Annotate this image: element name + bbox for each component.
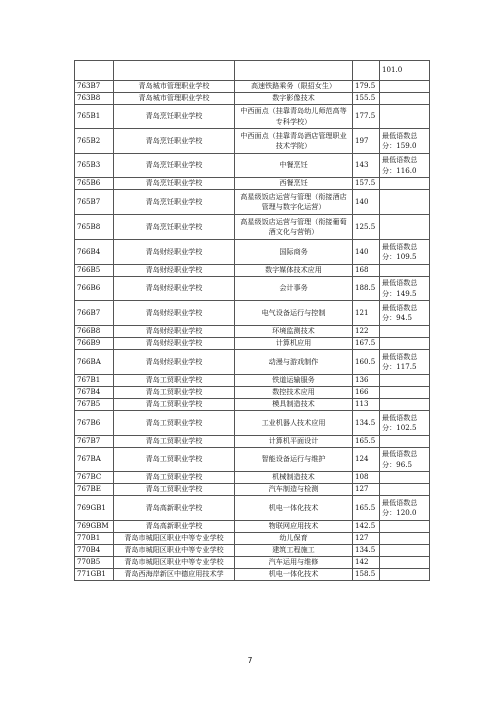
min-score-cell: 108 bbox=[353, 472, 380, 484]
school-name-cell: 青岛烹饪职业学校 bbox=[114, 190, 235, 215]
note-cell bbox=[380, 265, 430, 277]
note-cell: 最低语数总分：117.5 bbox=[380, 350, 430, 375]
program-code-cell: 767B4 bbox=[75, 387, 114, 399]
note-cell: 101.0 bbox=[380, 61, 430, 81]
note-cell bbox=[380, 338, 430, 350]
table-body bbox=[75, 61, 430, 581]
min-score-cell: 140 bbox=[353, 240, 380, 265]
major-name-cell: 高星级饭店运营与管理（衔接酒店管理与数字化运营） bbox=[235, 190, 353, 215]
major-name-cell: 动漫与游戏制作 bbox=[235, 350, 353, 375]
table-row bbox=[75, 154, 430, 178]
program-code-cell: 765B8 bbox=[75, 215, 114, 240]
program-code-cell: 770B4 bbox=[75, 545, 114, 557]
table-row bbox=[75, 61, 430, 81]
program-code-cell: 771GB1 bbox=[75, 569, 114, 581]
program-code-cell: 766B9 bbox=[75, 338, 114, 350]
major-name-cell: 中西面点（挂靠青岛酒店管理职业技术学院） bbox=[235, 129, 353, 154]
school-name-cell: 青岛财经职业学校 bbox=[114, 301, 235, 326]
note-cell bbox=[380, 190, 430, 215]
major-name-cell: 计算机应用 bbox=[235, 338, 353, 350]
program-code-cell: 765B2 bbox=[75, 129, 114, 154]
program-code-cell: 767BA bbox=[75, 448, 114, 472]
program-code-cell: 763B7 bbox=[75, 81, 114, 93]
min-score-cell: 167.5 bbox=[353, 338, 380, 350]
table-row bbox=[75, 484, 430, 496]
min-score-cell: 166 bbox=[353, 387, 380, 399]
table-row bbox=[75, 338, 430, 350]
table-row bbox=[75, 277, 430, 301]
major-name-cell: 国际商务 bbox=[235, 240, 353, 265]
note-cell bbox=[380, 375, 430, 387]
min-score-cell: 127 bbox=[353, 484, 380, 496]
note-cell bbox=[380, 215, 430, 240]
table-row bbox=[75, 350, 430, 375]
school-name-cell: 青岛高新职业学校 bbox=[114, 496, 235, 521]
major-name-cell: 物联网应用技术 bbox=[235, 521, 353, 533]
school-name-cell: 青岛财经职业学校 bbox=[114, 350, 235, 375]
min-score-cell: 140 bbox=[353, 190, 380, 215]
note-cell bbox=[380, 81, 430, 93]
note-cell bbox=[380, 93, 430, 105]
table-row bbox=[75, 178, 430, 190]
major-name-cell: 幼儿保育 bbox=[235, 533, 353, 545]
program-code-cell bbox=[75, 61, 114, 81]
min-score-cell: 142 bbox=[353, 557, 380, 569]
program-code-cell: 766BA bbox=[75, 350, 114, 375]
min-score-cell: 143 bbox=[353, 154, 380, 178]
program-code-cell: 763B8 bbox=[75, 93, 114, 105]
program-code-cell: 767BE bbox=[75, 484, 114, 496]
table-row bbox=[75, 557, 430, 569]
school-name-cell: 青岛烹饪职业学校 bbox=[114, 215, 235, 240]
table-row bbox=[75, 81, 430, 93]
school-name-cell: 青岛财经职业学校 bbox=[114, 240, 235, 265]
major-name-cell: 中西面点（挂靠青岛幼儿师范高等专科学校） bbox=[235, 105, 353, 129]
major-name-cell: 数字影像技术 bbox=[235, 93, 353, 105]
program-code-cell: 767B5 bbox=[75, 399, 114, 411]
program-code-cell: 765B7 bbox=[75, 190, 114, 215]
min-score-cell: 124 bbox=[353, 448, 380, 472]
major-name-cell: 数字媒体技术应用 bbox=[235, 265, 353, 277]
min-score-cell: 165.5 bbox=[353, 496, 380, 521]
program-code-cell: 767B6 bbox=[75, 411, 114, 436]
table-row bbox=[75, 387, 430, 399]
school-name-cell: 青岛工贸职业学校 bbox=[114, 448, 235, 472]
note-cell bbox=[380, 545, 430, 557]
table-row bbox=[75, 448, 430, 472]
program-code-cell: 770B1 bbox=[75, 533, 114, 545]
school-name-cell: 青岛烹饪职业学校 bbox=[114, 129, 235, 154]
program-code-cell: 766B7 bbox=[75, 301, 114, 326]
major-name-cell: 模具制造技术 bbox=[235, 399, 353, 411]
note-cell: 最低语数总分：94.5 bbox=[380, 301, 430, 326]
school-name-cell bbox=[114, 61, 235, 81]
program-code-cell: 767B1 bbox=[75, 375, 114, 387]
table-row bbox=[75, 472, 430, 484]
program-code-cell: 765B3 bbox=[75, 154, 114, 178]
note-cell bbox=[380, 399, 430, 411]
table-row bbox=[75, 411, 430, 436]
note-cell: 最低语数总分：159.0 bbox=[380, 129, 430, 154]
min-score-cell: 125.5 bbox=[353, 215, 380, 240]
school-name-cell: 青岛财经职业学校 bbox=[114, 265, 235, 277]
min-score-cell: 142.5 bbox=[353, 521, 380, 533]
min-score-cell: 160.5 bbox=[353, 350, 380, 375]
school-name-cell: 青岛工贸职业学校 bbox=[114, 411, 235, 436]
program-code-cell: 767BC bbox=[75, 472, 114, 484]
min-score-cell: 155.5 bbox=[353, 93, 380, 105]
major-name-cell: 汽车制造与检测 bbox=[235, 484, 353, 496]
school-name-cell: 青岛烹饪职业学校 bbox=[114, 178, 235, 190]
table-row bbox=[75, 496, 430, 521]
note-cell bbox=[380, 472, 430, 484]
note-cell: 最低语数总分：96.5 bbox=[380, 448, 430, 472]
major-name-cell: 计算机平面设计 bbox=[235, 436, 353, 448]
major-name-cell: 机电一体化技术 bbox=[235, 496, 353, 521]
program-code-cell: 769GB1 bbox=[75, 496, 114, 521]
table-row bbox=[75, 569, 430, 581]
school-name-cell: 青岛城市管理职业学校 bbox=[114, 81, 235, 93]
program-code-cell: 765B1 bbox=[75, 105, 114, 129]
school-name-cell: 青岛工贸职业学校 bbox=[114, 472, 235, 484]
note-cell bbox=[380, 105, 430, 129]
table-row bbox=[75, 545, 430, 557]
program-code-cell: 766B8 bbox=[75, 326, 114, 338]
table-row bbox=[75, 129, 430, 154]
note-cell: 最低语数总分：116.0 bbox=[380, 154, 430, 178]
school-name-cell: 青岛工贸职业学校 bbox=[114, 436, 235, 448]
school-name-cell: 青岛西海岸新区中德应用技术学 bbox=[114, 569, 235, 581]
admission-score-table bbox=[74, 60, 430, 581]
note-cell: 最低语数总分：102.5 bbox=[380, 411, 430, 436]
min-score-cell bbox=[353, 61, 380, 81]
table-row bbox=[75, 436, 430, 448]
min-score-cell: 165.5 bbox=[353, 436, 380, 448]
min-score-cell: 168 bbox=[353, 265, 380, 277]
min-score-cell: 121 bbox=[353, 301, 380, 326]
table-row bbox=[75, 190, 430, 215]
note-cell: 最低语数总分：109.5 bbox=[380, 240, 430, 265]
major-name-cell: 汽车运用与维修 bbox=[235, 557, 353, 569]
min-score-cell: 177.5 bbox=[353, 105, 380, 129]
page-number: 7 bbox=[247, 656, 253, 665]
school-name-cell: 青岛财经职业学校 bbox=[114, 326, 235, 338]
major-name-cell: 高星级饭店运营与管理（衔接葡萄酒文化与营销） bbox=[235, 215, 353, 240]
major-name-cell: 环境监测技术 bbox=[235, 326, 353, 338]
table-row bbox=[75, 533, 430, 545]
school-name-cell: 青岛市城阳区职业中等专业学校 bbox=[114, 533, 235, 545]
major-name-cell: 电气设备运行与控制 bbox=[235, 301, 353, 326]
min-score-cell: 134.5 bbox=[353, 545, 380, 557]
min-score-cell: 157.5 bbox=[353, 178, 380, 190]
major-name-cell: 中餐烹饪 bbox=[235, 154, 353, 178]
note-cell bbox=[380, 387, 430, 399]
note-cell bbox=[380, 326, 430, 338]
program-code-cell: 766B4 bbox=[75, 240, 114, 265]
min-score-cell: 197 bbox=[353, 129, 380, 154]
school-name-cell: 青岛高新职业学校 bbox=[114, 521, 235, 533]
note-cell bbox=[380, 533, 430, 545]
program-code-cell: 766B5 bbox=[75, 265, 114, 277]
min-score-cell: 127 bbox=[353, 533, 380, 545]
min-score-cell: 134.5 bbox=[353, 411, 380, 436]
min-score-cell: 188.5 bbox=[353, 277, 380, 301]
table-row bbox=[75, 399, 430, 411]
min-score-cell: 158.5 bbox=[353, 569, 380, 581]
program-code-cell: 765B6 bbox=[75, 178, 114, 190]
table-row bbox=[75, 326, 430, 338]
table-row bbox=[75, 265, 430, 277]
school-name-cell: 青岛工贸职业学校 bbox=[114, 399, 235, 411]
school-name-cell: 青岛城市管理职业学校 bbox=[114, 93, 235, 105]
school-name-cell: 青岛财经职业学校 bbox=[114, 277, 235, 301]
program-code-cell: 770B5 bbox=[75, 557, 114, 569]
major-name-cell: 高速铁路乘务（限招女生） bbox=[235, 81, 353, 93]
note-cell bbox=[380, 569, 430, 581]
note-cell bbox=[380, 557, 430, 569]
min-score-cell: 122 bbox=[353, 326, 380, 338]
school-name-cell: 青岛财经职业学校 bbox=[114, 338, 235, 350]
note-cell bbox=[380, 484, 430, 496]
major-name-cell: 智能设备运行与维护 bbox=[235, 448, 353, 472]
min-score-cell: 179.5 bbox=[353, 81, 380, 93]
program-code-cell: 766B6 bbox=[75, 277, 114, 301]
note-cell bbox=[380, 178, 430, 190]
major-name-cell: 西餐烹饪 bbox=[235, 178, 353, 190]
school-name-cell: 青岛工贸职业学校 bbox=[114, 375, 235, 387]
school-name-cell: 青岛工贸职业学校 bbox=[114, 484, 235, 496]
min-score-cell: 136 bbox=[353, 375, 380, 387]
major-name-cell: 数控技术应用 bbox=[235, 387, 353, 399]
program-code-cell: 767B7 bbox=[75, 436, 114, 448]
school-name-cell: 青岛市城阳区职业中等专业学校 bbox=[114, 557, 235, 569]
table-row bbox=[75, 93, 430, 105]
table-row bbox=[75, 521, 430, 533]
major-name-cell bbox=[235, 61, 353, 81]
major-name-cell: 建筑工程施工 bbox=[235, 545, 353, 557]
table-row bbox=[75, 301, 430, 326]
school-name-cell: 青岛工贸职业学校 bbox=[114, 387, 235, 399]
school-name-cell: 青岛烹饪职业学校 bbox=[114, 154, 235, 178]
table-row bbox=[75, 240, 430, 265]
note-cell bbox=[380, 521, 430, 533]
major-name-cell: 机电一体化技术 bbox=[235, 569, 353, 581]
school-name-cell: 青岛市城阳区职业中等专业学校 bbox=[114, 545, 235, 557]
note-cell: 最低语数总分：149.5 bbox=[380, 277, 430, 301]
note-cell: 最低语数总分：120.0 bbox=[380, 496, 430, 521]
table-row bbox=[75, 375, 430, 387]
school-name-cell: 青岛烹饪职业学校 bbox=[114, 105, 235, 129]
major-name-cell: 会计事务 bbox=[235, 277, 353, 301]
table-row bbox=[75, 215, 430, 240]
program-code-cell: 769GBM bbox=[75, 521, 114, 533]
major-name-cell: 铁道运输服务 bbox=[235, 375, 353, 387]
note-cell bbox=[380, 436, 430, 448]
major-name-cell: 机械制造技术 bbox=[235, 472, 353, 484]
min-score-cell: 113 bbox=[353, 399, 380, 411]
table-row bbox=[75, 105, 430, 129]
major-name-cell: 工业机器人技术应用 bbox=[235, 411, 353, 436]
